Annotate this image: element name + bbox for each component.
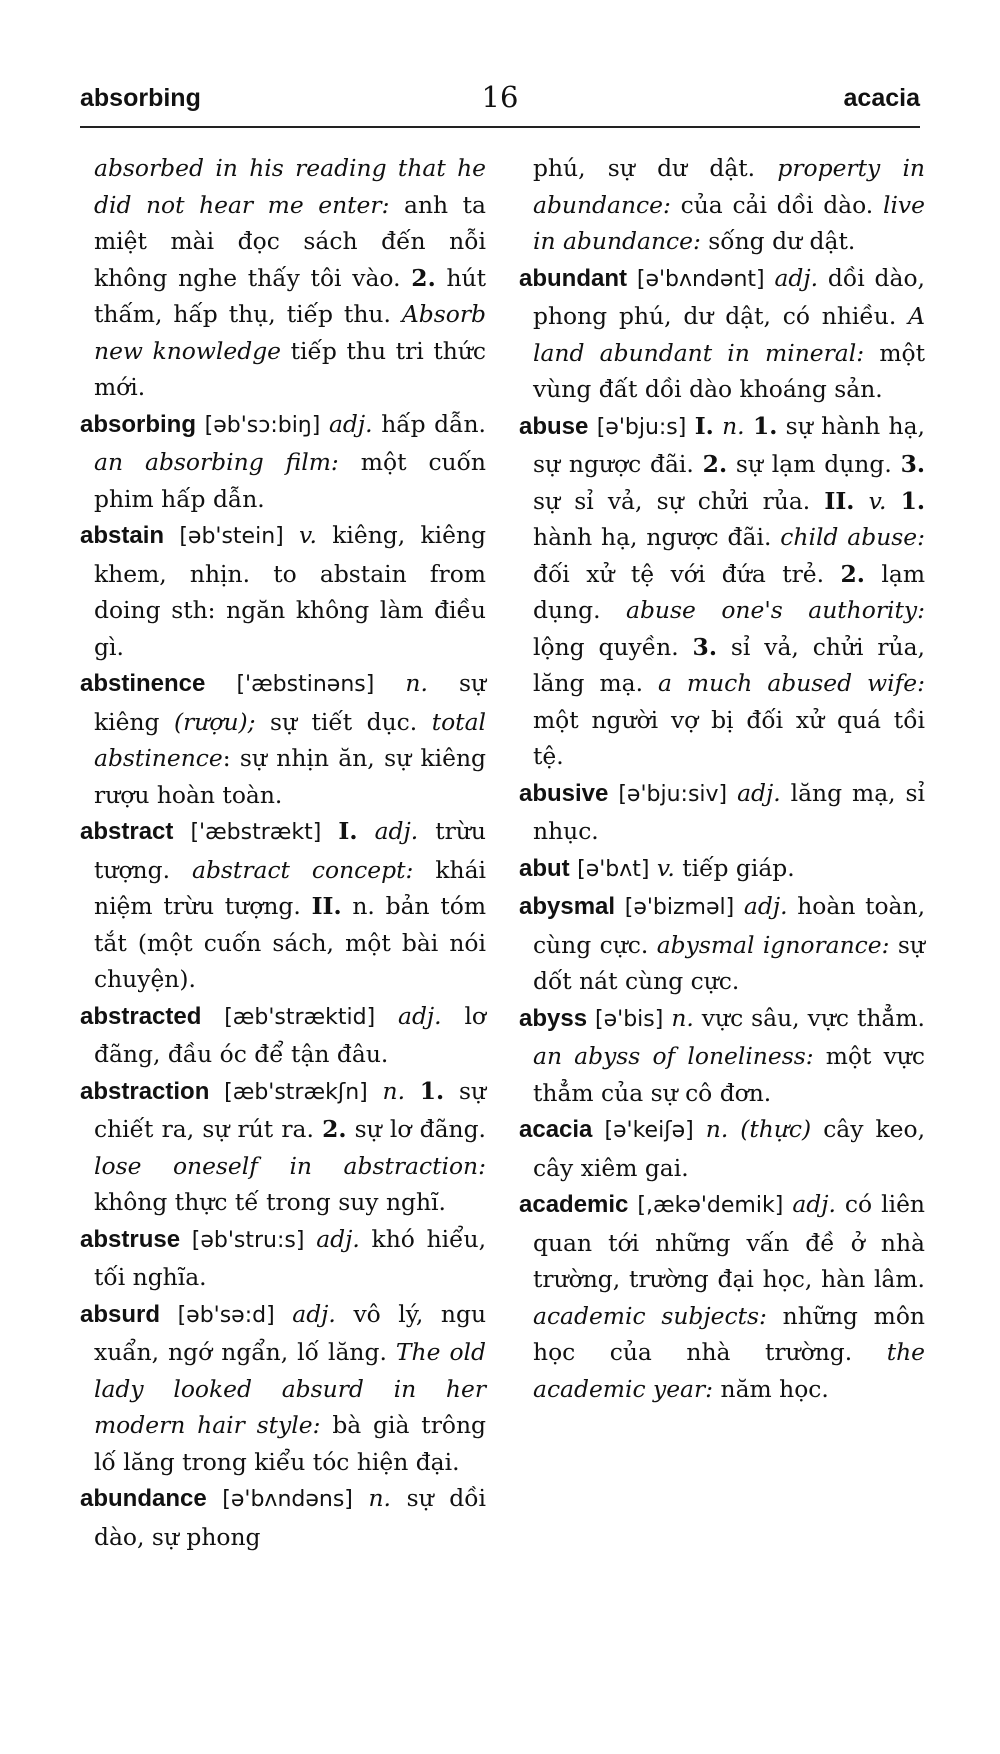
entry-definition-text	[405, 1077, 420, 1105]
sense-number: 1.	[900, 486, 925, 515]
entry-definition-text: có liên quan tới những vấn đề ở nhà trường, trường đại học, hàn lâm.	[533, 1190, 925, 1293]
dictionary-entry	[80, 1221, 486, 1296]
entry-italic-text: an abyss of loneliness:	[533, 1042, 814, 1070]
entry-pronunciation: [ə'bis]	[595, 1006, 664, 1032]
entry-italic-text: adj.	[316, 1224, 360, 1253]
entry-italic-text: lose oneself in abstraction:	[94, 1151, 486, 1180]
page-number: 16	[481, 80, 519, 114]
entry-italic-text: A land abundant in mineral:	[533, 302, 925, 367]
sense-number: 3.	[692, 632, 717, 661]
entry-definition-text: của cải dồi dào.	[670, 190, 883, 219]
entry-continuation	[80, 150, 486, 406]
sense-number: 2.	[411, 263, 436, 292]
entry-definition-text: sự sỉ vả, sự chửi rủa.	[533, 486, 825, 515]
entry-headword: academic	[519, 1191, 629, 1218]
sense-number: 2.	[322, 1115, 347, 1143]
dictionary-entry	[519, 408, 925, 775]
entry-definition-text: hấp dẫn.	[372, 409, 486, 438]
sense-number: 3.	[900, 450, 925, 478]
entry-definition-text: sự dốt nát cùng cực.	[533, 930, 925, 995]
entry-headword: abstinence	[80, 670, 206, 697]
entry-italic-text: The old lady looked absurd in her modern hair style:	[94, 1338, 486, 1439]
entry-italic-text: an absorbing film:	[94, 448, 339, 476]
entry-definition-text	[714, 412, 722, 440]
dictionary-entry	[80, 1296, 486, 1481]
entry-pronunciation: [ə'bʌt]	[577, 856, 650, 882]
running-header	[80, 80, 920, 124]
entry-definition-text: năm học.	[713, 1374, 829, 1403]
entry-definition-text: một người vợ bị đối xử quá tồi tệ.	[533, 705, 925, 770]
sense-number: 2.	[840, 559, 865, 588]
entry-pronunciation: [əb'sə:d]	[177, 1302, 275, 1328]
entry-headword: abstraction	[80, 1077, 210, 1105]
entry-italic-text: a much abused wife:	[658, 669, 925, 697]
entry-definition-text: dồi dào, phong phú, dư dật, có nhiều.	[533, 263, 925, 330]
dictionary-entry	[80, 998, 486, 1073]
entry-pronunciation: [əb'stein]	[179, 524, 284, 549]
entry-definition-text: tiếp thu tri thức mới.	[94, 336, 486, 401]
entry-headword: abstruse	[80, 1225, 181, 1253]
entry-pronunciation: [ə'bʌndəns]	[222, 1487, 353, 1512]
entry-italic-text: v.	[868, 486, 887, 515]
sense-number: 2.	[702, 450, 728, 478]
entry-headword: abstract	[80, 818, 174, 845]
entry-definition-text: sự lơ đãng.	[346, 1115, 486, 1143]
sense-number: II.	[824, 486, 855, 515]
entry-definition-text: sự chiết ra, sự rút ra.	[94, 1076, 487, 1143]
entry-pronunciation: [æb'strækʃn]	[224, 1079, 368, 1105]
entry-pronunciation: [ə'keiʃə]	[604, 1118, 694, 1143]
entry-definition-text	[854, 487, 868, 515]
dictionary-entry	[80, 813, 486, 998]
dictionary-entry	[519, 888, 925, 1000]
entry-definition-text: lơ đãng, đầu óc để tận đâu.	[94, 1001, 487, 1068]
entry-definition-text: phú, sự dư dật.	[533, 154, 778, 182]
entry-italic-text: absorbed in his reading that he did not hear me enter:	[94, 154, 486, 219]
entry-headword: abusive	[519, 779, 609, 807]
dictionary-entry	[519, 260, 925, 408]
entry-headword: abyss	[519, 1004, 588, 1032]
entry-pronunciation: [ə'bizməl]	[624, 895, 735, 920]
entry-headword: abut	[519, 854, 570, 882]
dictionary-entry	[80, 1480, 486, 1555]
entry-italic-text: v.	[299, 521, 317, 549]
entry-pronunciation: [ə'bju:siv]	[618, 781, 728, 807]
entry-italic-text: the academic year:	[533, 1338, 925, 1403]
entry-definition-text: cây keo, cây xiêm gai.	[533, 1115, 926, 1182]
entry-italic-text: adj.	[743, 892, 788, 920]
dictionary-entry	[519, 1186, 925, 1407]
entry-definition-text: sống dư dật.	[700, 227, 856, 255]
entry-italic-text: abstract concept:	[192, 855, 414, 884]
entry-italic-text: (thực)	[740, 1115, 812, 1143]
entry-pronunciation: ['æbstrækt]	[190, 820, 322, 845]
entry-pronunciation: [ə'bʌndənt]	[636, 266, 765, 292]
right-column	[519, 150, 925, 1407]
entry-headword: abysmal	[519, 893, 616, 920]
entry-italic-text: live in abundance:	[533, 190, 925, 255]
sense-number: 1.	[419, 1076, 445, 1105]
entry-italic-text: (rượu);	[174, 707, 256, 736]
dictionary-entry	[80, 1073, 486, 1221]
entry-definition-text: lạm dụng.	[533, 559, 925, 624]
entry-italic-text: adj.	[774, 263, 819, 292]
entry-headword: abundance	[80, 1485, 207, 1512]
dictionary-entry	[80, 406, 486, 518]
entry-definition-text: lộng quyền.	[533, 632, 693, 661]
entry-italic-text: adj.	[792, 1190, 836, 1218]
entry-definition-text: trừu tượng.	[94, 817, 486, 884]
entry-italic-text: n.	[382, 1076, 405, 1105]
dictionary-entry	[80, 517, 486, 665]
entry-definition-text	[728, 1115, 740, 1143]
entry-italic-text: abysmal ignorance:	[656, 930, 890, 959]
dictionary-entry	[519, 850, 925, 889]
right-guide-word: acacia	[843, 84, 920, 112]
header-rule	[80, 126, 920, 128]
entry-italic-text: academic subjects:	[533, 1301, 767, 1330]
sense-number: I.	[338, 817, 358, 845]
entry-italic-text: adj.	[737, 778, 781, 807]
sense-number: II.	[311, 892, 342, 920]
entry-italic-text: adj.	[328, 409, 373, 438]
left-guide-word: absorbing	[80, 84, 201, 112]
entry-definition-text: kiêng, kiêng khem, nhịn. to abstain from doing sth: ngăn không làm điều gì.	[94, 521, 486, 661]
entry-headword: absorbing	[80, 410, 197, 438]
entry-definition-text: n. bản tóm tắt (một cuốn sách, một bài nói chuyện).	[94, 892, 486, 993]
entry-definition-text: anh ta miệt mài đọc sách đến nỗi không nghe thấy tôi vào.	[94, 190, 486, 292]
entry-definition-text: không thực tế trong suy nghĩ.	[94, 1188, 446, 1216]
entry-italic-text: adj.	[374, 817, 419, 845]
entry-definition-text: : sự nhịn ăn, sự kiêng rượu hoàn toàn.	[94, 744, 486, 809]
entry-headword: abstain	[80, 522, 165, 549]
entry-definition-text: một vùng đất dồi dào khoáng sản.	[533, 338, 925, 403]
entry-headword: absurd	[80, 1300, 161, 1328]
entry-definition-text	[358, 817, 375, 845]
entry-definition-text: sự tiết dục.	[255, 707, 432, 736]
entry-italic-text: total abstinence	[94, 707, 486, 772]
entry-definition-text: hút thấm, hấp thụ, tiếp thu.	[94, 263, 486, 328]
entry-pronunciation: ['æbstinəns]	[236, 672, 375, 697]
entry-pronunciation: [əb'stru:s]	[191, 1227, 305, 1253]
entry-headword: acacia	[519, 1116, 593, 1143]
entry-definition-text: một cuốn phim hấp dẫn.	[94, 448, 486, 513]
entry-continuation	[519, 150, 925, 260]
entry-italic-text: adj.	[398, 1001, 442, 1030]
entry-italic-text: v.	[656, 853, 675, 882]
entry-definition-text	[886, 487, 900, 515]
sense-number: 1.	[752, 411, 778, 440]
dictionary-entry	[519, 1111, 925, 1186]
entry-definition-text: sự dồi dào, sự phong	[94, 1484, 486, 1551]
entry-definition-text: vô lý, ngu xuẩn, ngớ ngẩn, lố lăng.	[94, 1299, 487, 1366]
entry-italic-text: abuse one's authority:	[626, 596, 925, 624]
entry-definition-text: sự lạm dụng.	[727, 450, 901, 478]
entry-italic-text: n.	[671, 1003, 694, 1032]
entry-headword: abuse	[519, 412, 589, 440]
entry-italic-text: child abuse:	[780, 523, 926, 551]
entry-pronunciation: [,ækə'demik]	[637, 1193, 784, 1218]
entry-definition-text: sự kiêng	[94, 669, 487, 736]
entry-italic-text: adj.	[292, 1299, 336, 1328]
entry-italic-text: n.	[368, 1484, 391, 1512]
entry-definition-text: khái niệm trừu tượng.	[94, 855, 486, 920]
left-column	[80, 150, 486, 1555]
entry-definition-text: bà già trông lố lăng trong kiểu tóc hiện đại.	[94, 1411, 486, 1476]
sense-number: I.	[694, 411, 714, 440]
dictionary-entry	[519, 1000, 925, 1112]
entry-definition-text: sỉ vả, chửi rủa, lăng mạ.	[533, 632, 925, 697]
entry-italic-text: n.	[405, 669, 428, 697]
entry-definition-text: hoàn toàn, cùng cực.	[533, 892, 926, 959]
entry-headword: abundant	[519, 264, 627, 292]
entry-pronunciation: [əb'sɔ:biŋ]	[204, 412, 321, 438]
dictionary-entry	[519, 775, 925, 850]
entry-italic-text: Absorb new knowledge	[94, 300, 486, 365]
entry-italic-text: property in abundance:	[533, 154, 925, 219]
entry-pronunciation: [ə'bju:s]	[596, 414, 687, 440]
entry-italic-text: n.	[722, 411, 745, 440]
dictionary-entry	[80, 665, 486, 813]
entry-definition-text: những môn học của nhà trường.	[533, 1301, 925, 1366]
entry-definition-text: đối xử tệ với đứa trẻ.	[533, 559, 841, 588]
entry-italic-text: n.	[705, 1115, 729, 1143]
entry-definition-text: sự hành hạ, sự ngược đãi.	[533, 411, 925, 478]
entry-headword: abstracted	[80, 1002, 202, 1030]
entry-definition-text	[745, 412, 753, 440]
entry-pronunciation: [æb'stræktid]	[224, 1004, 376, 1030]
entry-definition-text: tiếp giáp.	[674, 853, 795, 882]
entry-definition-text: một vực thẳm của sự cô đơn.	[533, 1042, 925, 1107]
entry-definition-text: hành hạ, ngược đãi.	[533, 523, 781, 551]
entry-definition-text: lăng mạ, sỉ nhục.	[533, 778, 926, 845]
entry-definition-text: khó hiểu, tối nghĩa.	[94, 1224, 487, 1291]
entry-definition-text: vực sâu, vực thẳm.	[693, 1003, 925, 1032]
